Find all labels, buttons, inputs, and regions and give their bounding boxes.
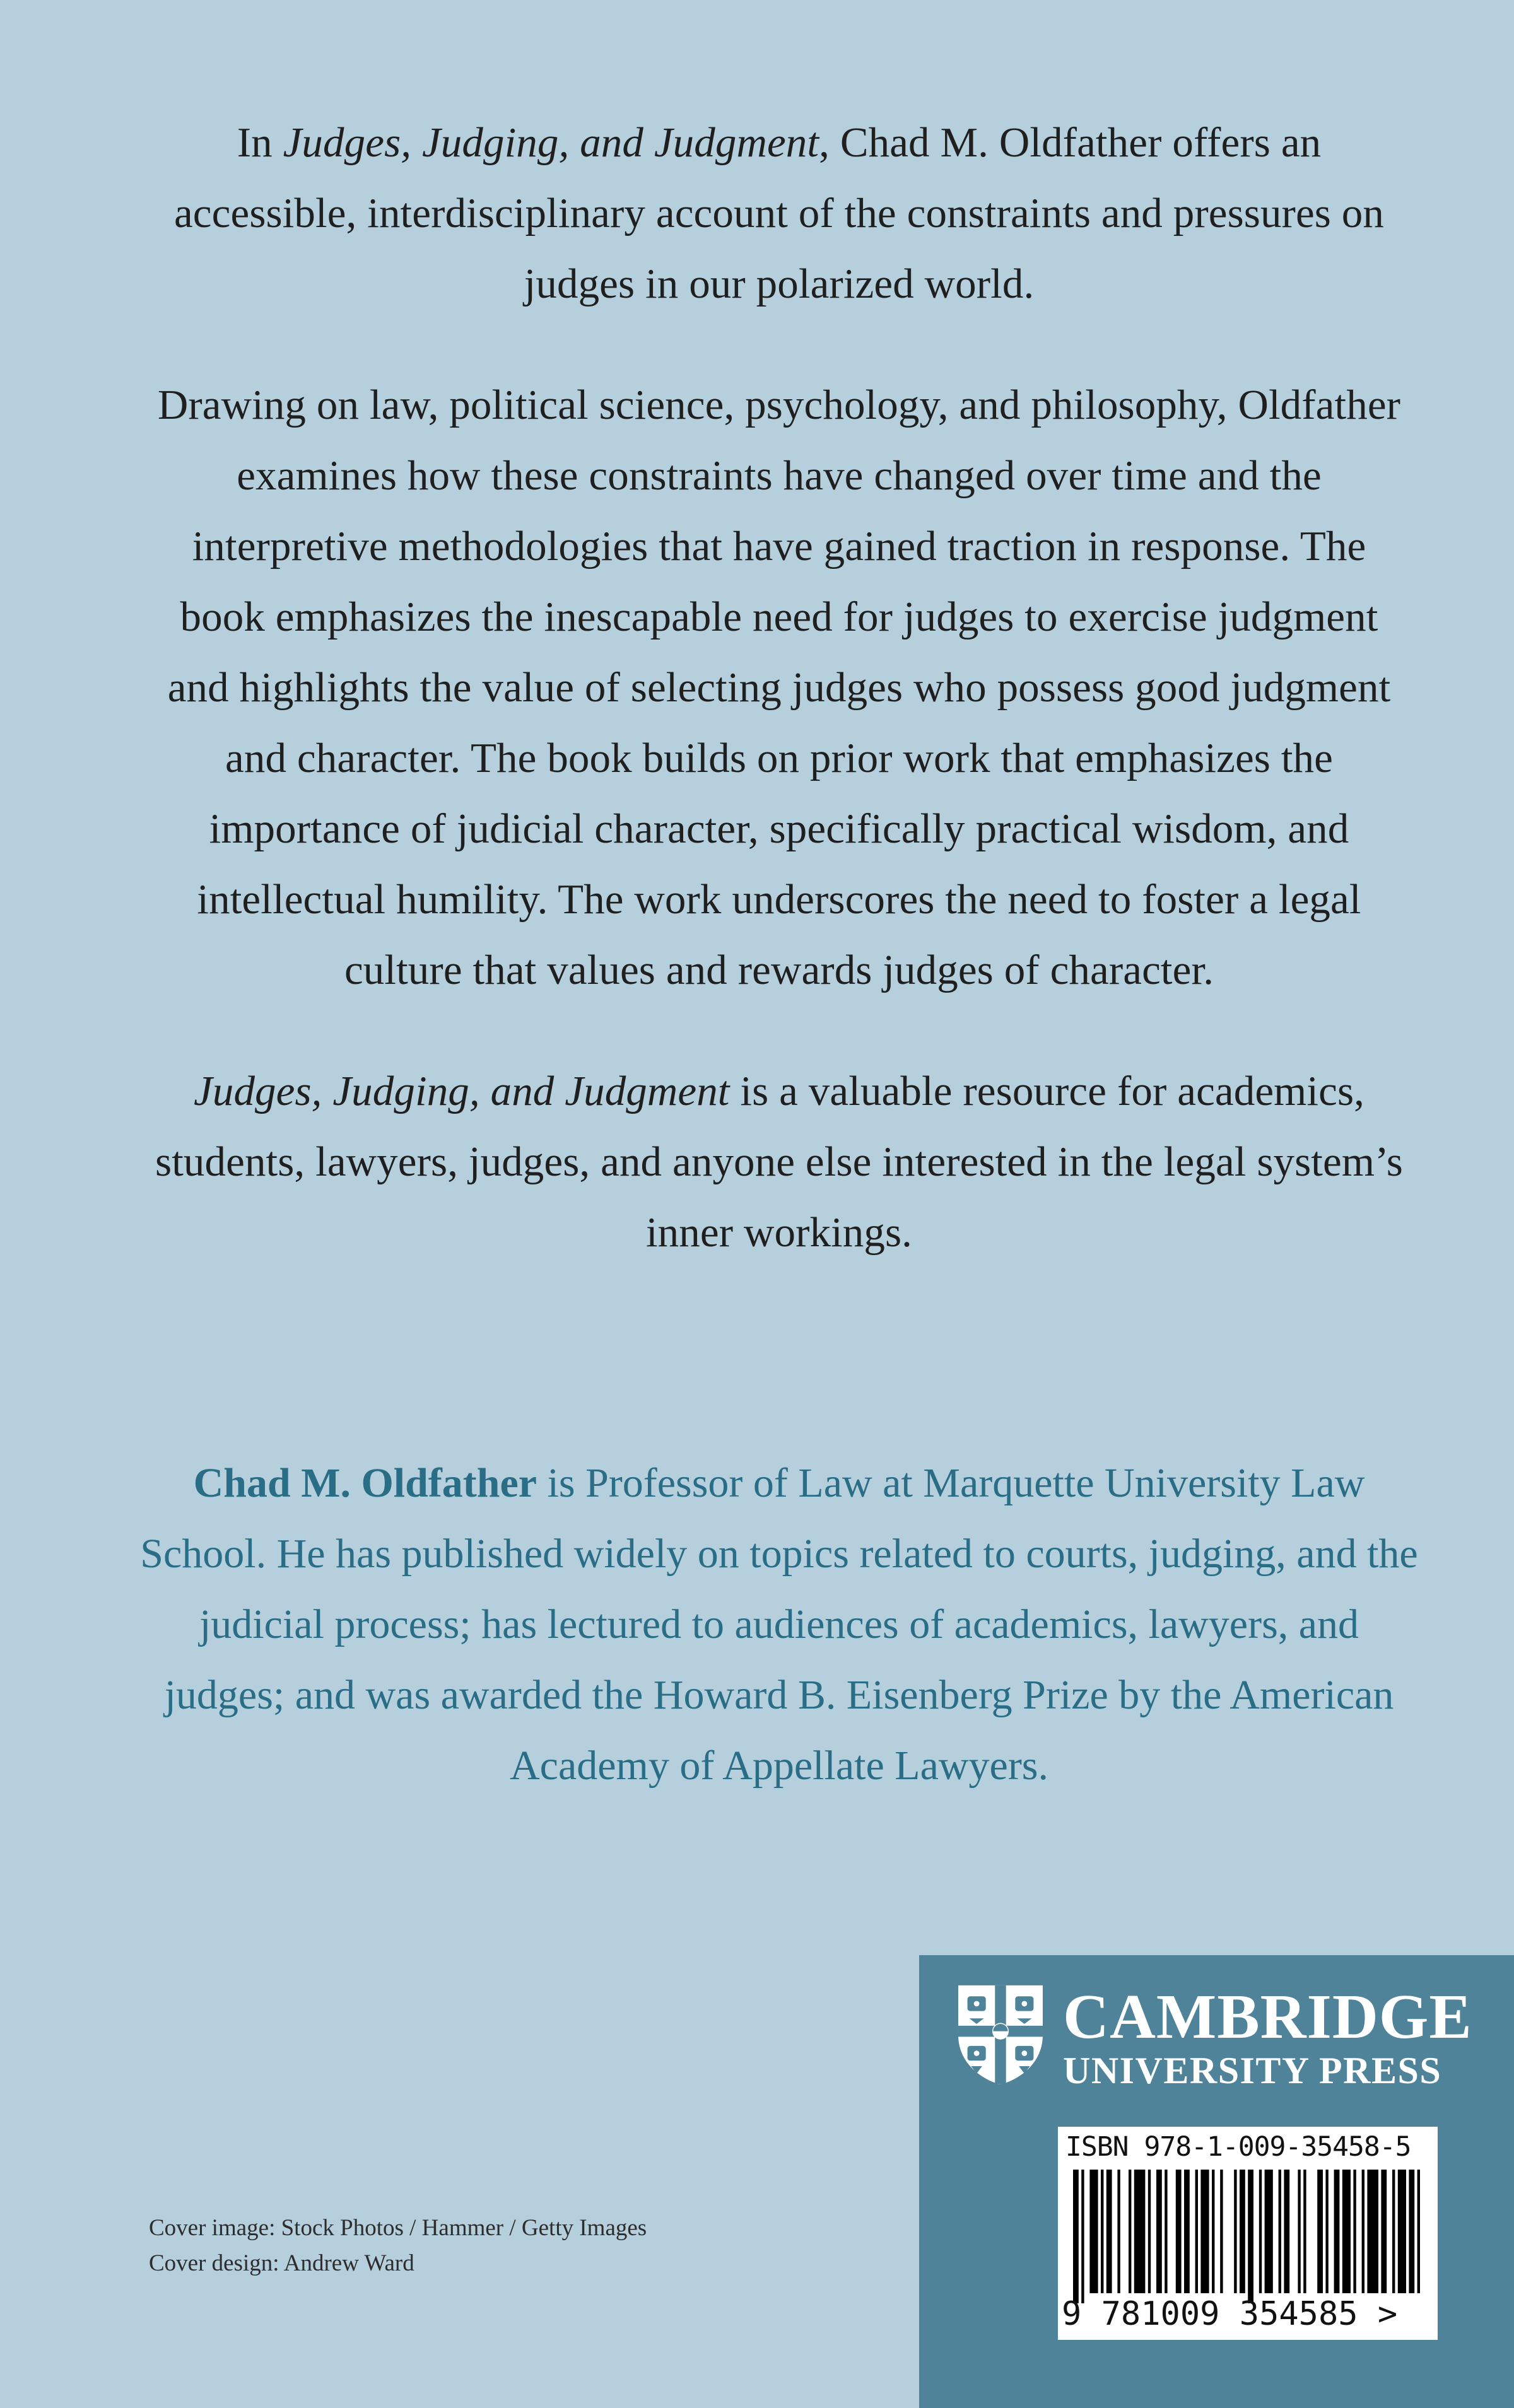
barcode-bar <box>1134 2170 1146 2293</box>
blurb-paragraph-3 <box>151 1056 1407 1268</box>
blurb <box>151 107 1407 1318</box>
cover-image-credit: Cover image: Stock Photos / Hammer / Getty Images <box>149 2215 647 2241</box>
barcode-bar <box>1353 2170 1356 2293</box>
isbn-label: ISBN 978-1-009-35458-5 <box>1065 2131 1411 2163</box>
cambridge-crest-icon <box>954 1982 1047 2086</box>
barcode-bar <box>1200 2170 1209 2293</box>
cover-credits <box>149 2211 647 2281</box>
author-name: Chad M. Oldfather <box>193 1460 537 1506</box>
barcode-bar <box>1303 2170 1306 2293</box>
barcode-bar <box>1367 2170 1378 2293</box>
barcode-bar <box>1148 2170 1151 2293</box>
barcode-bar <box>1234 2170 1236 2293</box>
barcode-bar <box>1362 2170 1364 2293</box>
blurb-paragraph-1-prefix: In <box>237 119 283 166</box>
author-bio <box>139 1448 1419 1801</box>
barcode-bar <box>1089 2170 1098 2293</box>
barcode-bar <box>1381 2170 1387 2293</box>
barcode-bar <box>1081 2170 1084 2303</box>
blurb-paragraph-1-text: , Chad M. Oldfather offers an accessible, interdisciplinary account of the constraints and pressures on judges in our polarized world. <box>173 119 1385 307</box>
barcode-bar <box>1195 2170 1198 2293</box>
publisher-name-line-1: CAMBRIDGE <box>1063 1981 1472 2052</box>
barcode-bar <box>1284 2170 1289 2293</box>
barcode-bar <box>1334 2170 1340 2293</box>
barcode-bar <box>1106 2170 1112 2293</box>
barcode-bar <box>1101 2170 1103 2293</box>
blurb-paragraph-3-text: is a valuable resource for academics, students, lawyers, judges, and anyone else interested in the legal system’s inner workings. <box>155 1068 1403 1256</box>
publisher-name-line-2: UNIVERSITY PRESS <box>1063 2050 1442 2091</box>
barcode-bar <box>1184 2170 1190 2293</box>
barcode-bar <box>1117 2170 1120 2293</box>
barcode-digits: 9 781009 354585 > <box>1062 2295 1398 2333</box>
barcode-bar <box>1417 2170 1420 2293</box>
publisher-box <box>919 1955 1514 2408</box>
author-bio-text: is Professor of Law at Marquette University Law School. He has published widely on topics related to courts, judging, and the judicial process; has lectured to audiences of academics, lawyers, and judges; and was awarded the Howard B. Eisenberg Prize by the American Academy of Appellate Lawyers. <box>140 1460 1418 1789</box>
barcode-bar <box>1298 2170 1300 2293</box>
barcode-bar <box>1398 2170 1406 2293</box>
barcode-bar <box>1165 2170 1167 2293</box>
barcode-icon <box>1064 2170 1431 2303</box>
cover-design-credit: Cover design: Andrew Ward <box>149 2250 414 2276</box>
publisher-logo-text <box>1063 1981 1472 2094</box>
blurb-paragraph-1 <box>151 107 1407 319</box>
barcode-bar <box>1212 2170 1214 2293</box>
barcode-bar <box>1392 2170 1395 2293</box>
barcode-bar <box>1129 2170 1131 2293</box>
barcode-bar <box>1409 2170 1414 2293</box>
barcode-bar <box>1342 2170 1351 2293</box>
barcode-bar <box>1248 2170 1253 2303</box>
blurb-paragraph-2: Drawing on law, political science, psychology, and philosophy, Oldfather examines how these constraints have changed over time and the interpretive methodologies that have gained traction in response. The book emphasizes the inescapable need for judges to exercise judgment and highlights the value of selecting judges who possess good judgment and character. The book builds on prior work that emphasizes the importance of judicial character, specifically practical wisdom, and intellectual humility. The work underscores the need to foster a legal culture that values and rewards judges of character. <box>157 382 1401 993</box>
barcode-bar <box>1325 2170 1328 2293</box>
barcode-bar <box>1176 2170 1182 2293</box>
barcode-bar <box>1317 2170 1323 2293</box>
barcode-bar <box>1073 2170 1079 2303</box>
book-title-italic: Judges, Judging, and Judgment <box>194 1068 730 1114</box>
barcode-bar <box>1240 2170 1245 2293</box>
isbn-barcode-panel <box>1058 2127 1438 2340</box>
barcode-bar <box>1259 2170 1262 2293</box>
barcode-bar <box>1279 2170 1281 2293</box>
book-title-italic: Judges, Judging, and Judgment <box>283 119 819 166</box>
barcode-bar <box>1265 2170 1273 2293</box>
barcode-bar <box>1156 2170 1162 2293</box>
barcode-bar <box>1220 2170 1223 2293</box>
